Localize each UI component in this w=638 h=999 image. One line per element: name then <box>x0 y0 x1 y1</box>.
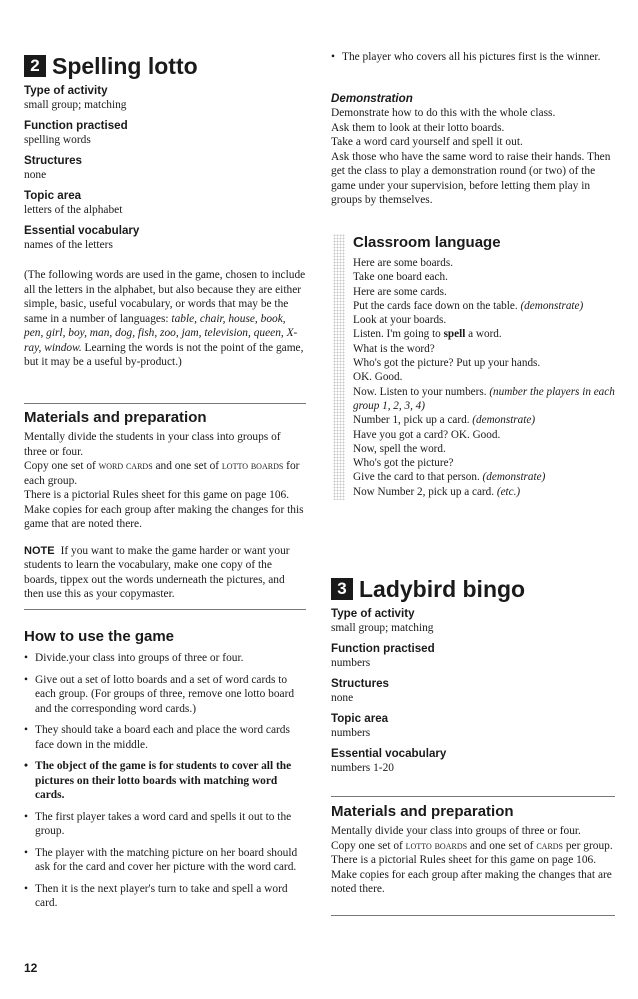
game-title-text: Spelling lotto <box>52 53 198 79</box>
line-text: Give the card to that person. <box>353 471 483 484</box>
paragraph: Take a word card yourself and spell it out. <box>331 136 523 148</box>
language-line <box>353 442 615 456</box>
info-value: none <box>331 692 354 704</box>
info-label: Type of activity <box>24 84 108 97</box>
game-number-badge: 3 <box>331 578 353 600</box>
language-line <box>353 285 615 299</box>
text: and one set of <box>152 460 222 472</box>
paragraph: Mentally divide your class into groups of three or four. <box>331 825 581 837</box>
language-line <box>353 299 615 313</box>
stage-direction: (demonstrate) <box>472 414 536 427</box>
demonstration-text <box>331 106 615 208</box>
info-value: names of the letters <box>24 239 113 251</box>
line-text: Now. Listen to your numbers. <box>353 385 490 398</box>
game-number-badge: 2 <box>24 55 46 77</box>
smallcaps-text: cards <box>536 839 564 852</box>
note-paragraph <box>24 544 306 602</box>
note-label: NOTE <box>24 544 55 557</box>
info-value: numbers 1-20 <box>331 762 394 774</box>
info-block <box>331 677 615 705</box>
info-block <box>331 747 615 775</box>
game-2-info <box>24 84 306 259</box>
classroom-language-section <box>353 234 615 499</box>
info-label: Essential vocabulary <box>24 224 140 237</box>
line-text: OK. Good. <box>353 371 403 384</box>
shaded-margin <box>333 234 345 500</box>
section-heading: How to use the game <box>24 628 175 645</box>
list-item: • The player who covers all his pictures first is the winner. <box>331 50 613 65</box>
info-label: Structures <box>24 154 82 167</box>
language-line <box>353 270 615 284</box>
game-3-materials-section <box>331 803 615 897</box>
stage-direction: (demonstrate) <box>482 471 546 484</box>
classroom-language-lines <box>353 256 615 499</box>
section-heading: Materials and preparation <box>24 409 207 426</box>
section-heading: Classroom language <box>353 234 501 251</box>
language-line <box>353 356 615 370</box>
text: Copy one set of <box>331 839 406 852</box>
text: for each group. <box>24 460 300 487</box>
info-label: Topic area <box>24 189 82 202</box>
line-text: Take one board each. <box>353 271 448 284</box>
smallcaps-text: lotto boards <box>405 839 468 852</box>
materials-text <box>24 430 306 532</box>
how-to-section <box>24 628 306 918</box>
info-block <box>24 84 306 112</box>
list-item: • Then it is the next player's turn to take and spell a word card. <box>24 882 306 911</box>
list-item: • Divide.your class into groups of three or four. <box>24 651 306 666</box>
text: and one set of <box>467 839 537 852</box>
info-value: letters of the alphabet <box>24 204 123 216</box>
line-text: a word. <box>465 328 502 341</box>
language-line <box>353 456 615 470</box>
info-block <box>331 712 615 740</box>
list-item: • The player with the matching picture on her board should ask for the card and cover her picture with the word card. <box>24 846 306 875</box>
line-text: Who's got the picture? Put up your hands. <box>353 357 541 370</box>
text: Copy one set of <box>24 460 99 472</box>
divider <box>331 915 615 916</box>
paragraph <box>331 839 615 854</box>
info-block <box>331 607 615 635</box>
divider <box>331 796 615 797</box>
line-text: Look at your boards. <box>353 314 447 327</box>
info-value: small group; matching <box>24 99 127 111</box>
line-text: Number 1, pick up a card. <box>353 414 473 427</box>
stage-direction: (number the players in each group 1, 2, 3, 4) <box>353 385 615 412</box>
info-block <box>24 189 306 217</box>
intro-words: table, chair, house, book, pen, girl, boy, man, dog, fish, zoo, jam, television, queen, X-ray, window. <box>24 312 298 354</box>
language-line <box>353 413 615 427</box>
game-3-title <box>331 576 525 602</box>
line-text: Who's got the picture? <box>353 457 454 470</box>
info-value: small group; matching <box>331 622 434 634</box>
section-heading: Demonstration <box>331 92 413 105</box>
info-label: Type of activity <box>331 607 415 620</box>
language-line <box>353 370 615 384</box>
info-label: Essential vocabulary <box>331 747 447 760</box>
language-line <box>353 385 615 414</box>
intro-text: (The following words are used in the game, chosen to include all the letters in the alphabet, but also because they are either simple, basic, useful vocabulary, or words that may be the same in a number of languages: <box>24 269 306 325</box>
list-item: • The object of the game is for students to cover all the pictures on their lotto boards with matching word cards. <box>24 759 306 803</box>
section-heading: Materials and preparation <box>331 803 514 820</box>
info-label: Function practised <box>331 642 435 655</box>
info-block <box>24 154 306 182</box>
paragraph: Demonstrate how to do this with the whole class. <box>331 107 556 119</box>
language-line <box>353 485 615 499</box>
line-text: Now, spell the word. <box>353 442 446 455</box>
bold-word: spell <box>443 328 466 341</box>
paragraph: There is a pictorial Rules sheet for this game on page 106. Make copies for each group after making the changes for this game that are noted there. <box>24 489 304 530</box>
intro-text-end: Learning the words is not the point of the game, but it may be a useful by-product.) <box>24 341 304 368</box>
info-value: numbers <box>331 657 371 669</box>
divider <box>24 403 306 404</box>
list-item: • They should take a board each and place the word cards face down in the middle. <box>24 723 306 752</box>
line-text: Put the cards face down on the table. <box>353 299 521 312</box>
line-text: Here are some cards. <box>353 285 447 298</box>
how-to-list-continued <box>331 50 613 72</box>
game-3-info <box>331 607 615 782</box>
game-2-title <box>24 53 198 79</box>
smallcaps-text: lotto boards <box>221 460 284 472</box>
line-text: Here are some boards. <box>353 257 454 269</box>
line-text: Have you got a card? OK. Good. <box>353 428 501 441</box>
language-line <box>353 327 615 341</box>
game-title-text: Ladybird bingo <box>359 576 526 602</box>
info-label: Structures <box>331 677 389 690</box>
text: per group. <box>563 839 613 852</box>
language-line <box>353 428 615 442</box>
line-text: Now Number 2, pick up a card. <box>353 485 497 498</box>
how-to-list <box>24 651 306 911</box>
note-text: If you want to make the game harder or want your students to learn the vocabulary, make one copy of the boards, tippex out the words underneath the pictures, and then use this as your copymaster. <box>24 544 290 600</box>
language-line <box>353 256 615 270</box>
smallcaps-text: word cards <box>98 460 153 472</box>
stage-direction: (etc.) <box>496 485 521 498</box>
info-block <box>24 224 306 252</box>
materials-text <box>331 824 615 897</box>
paragraph: Ask those who have the same word to raise their hands. Then get the class to play a demonstration round (or two) of the game under your supervision, before letting them play in groups by themselves. <box>331 150 611 206</box>
language-line <box>353 313 615 327</box>
paragraph: There is a pictorial Rules sheet for this game on page 106. Make copies for each group after making the changes that are noted there. <box>331 854 612 895</box>
materials-section <box>24 409 306 602</box>
intro-paragraph <box>24 268 306 370</box>
page-number: 12 <box>24 961 38 975</box>
stage-direction: (demonstrate) <box>520 299 584 312</box>
info-label: Topic area <box>331 712 389 725</box>
info-value: spelling words <box>24 134 91 146</box>
language-line <box>353 342 615 356</box>
line-text: Listen. I'm going to <box>353 328 444 341</box>
divider <box>24 609 306 610</box>
info-value: numbers <box>331 727 371 739</box>
info-label: Function practised <box>24 119 128 132</box>
info-block <box>331 642 615 670</box>
demonstration-section <box>331 92 615 208</box>
language-line <box>353 470 615 484</box>
list-item: • The first player takes a word card and spells it out to the group. <box>24 810 306 839</box>
line-text: What is the word? <box>353 342 435 355</box>
paragraph: Mentally divide the students in your class into groups of three or four. <box>24 431 281 458</box>
list-item: • Give out a set of lotto boards and a set of word cards to each group. (For groups of three, remove one lotto board and the corresponding word cards.) <box>24 673 306 717</box>
info-value: none <box>24 169 47 181</box>
info-block <box>24 119 306 147</box>
paragraph: Ask them to look at their lotto boards. <box>331 121 505 134</box>
paragraph <box>24 459 306 488</box>
